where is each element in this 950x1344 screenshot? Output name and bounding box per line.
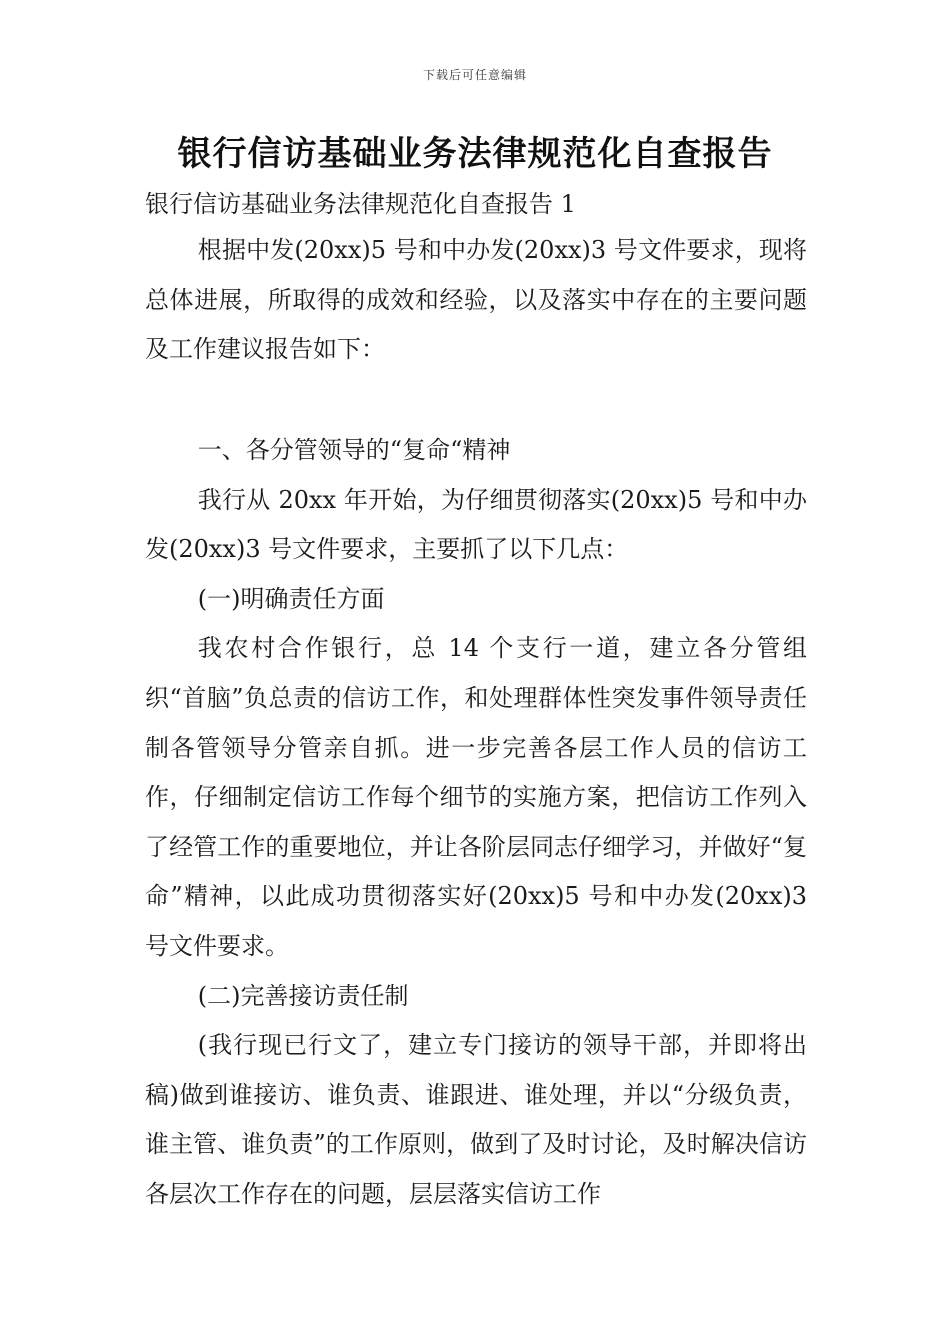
- section-block: [145, 426, 807, 1220]
- intro-paragraph: 根据中发(20xx)5 号和中办发(20xx)3 号文件要求，现将总体进展，所取得的成效和经验，以及落实中存在的主要问题及工作建议报告如下：: [145, 236, 807, 364]
- sub1-body: 我农村合作银行，总 14 个支行一道，建立各分管组织“首脑”负总责的信访工作，和处理群体性突发事件领导责任制各管领导分管亲自抓。进一步完善各层工作人员的信访工作，仔细制定信访工作每个细节的实施方案，把信访工作列入了经管工作的重要地位，并让各阶层同志仔细学习，并做好“复命”精神，以此成功贯彻落实好(20xx)5 号和中办发(20xx)3 号文件要求。: [145, 634, 807, 960]
- section1-body: 我行从 20xx 年开始，为仔细贯彻落实(20xx)5 号和中办发(20xx)3 号文件要求，主要抓了以下几点：: [145, 485, 807, 564]
- header-note: 下载后可任意编辑: [422, 68, 527, 82]
- section1-heading: 一、各分管领导的“复命“精神: [197, 436, 511, 464]
- document-subtitle: 银行信访基础业务法律规范化自查报告 1: [145, 190, 576, 218]
- sub1-heading: (一)明确责任方面: [197, 584, 385, 613]
- document-title: 银行信访基础业务法律规范化自查报告: [177, 134, 773, 174]
- sub2-body: (我行现已行文了，建立专门接访的领导干部，并即将出稿)做到谁接访、谁负责、谁跟进、谁处理，并以“分级负责，谁主管、谁负责”的工作原则，做到了及时讨论，及时解决信访各层次工作存在的问题，层层落实信访工作: [145, 1031, 807, 1208]
- sub2-heading: (二)完善接访责任制: [197, 981, 409, 1010]
- intro-block: [145, 226, 807, 375]
